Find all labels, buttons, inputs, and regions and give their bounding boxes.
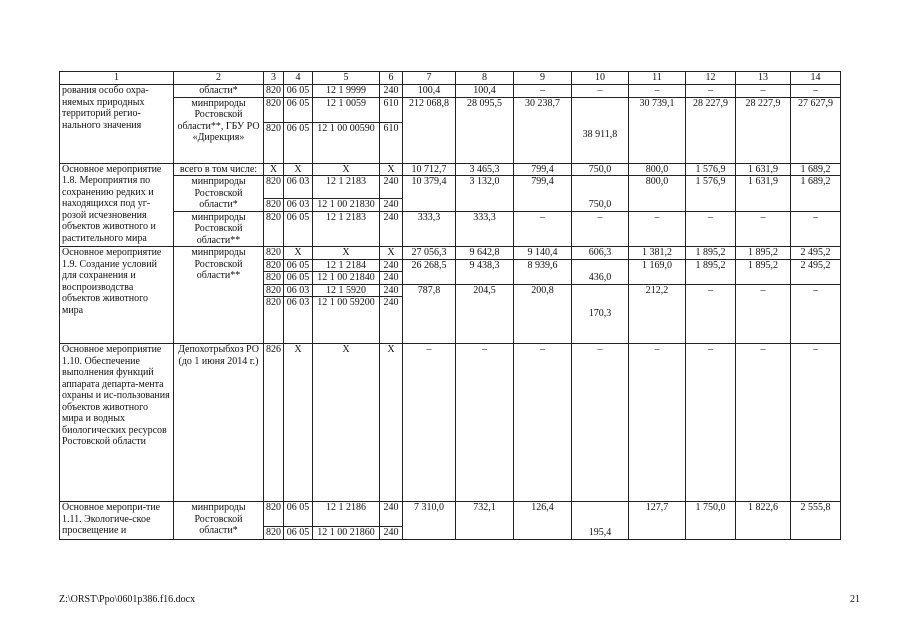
table-cell: 2 495,2 bbox=[791, 259, 841, 284]
table-row bbox=[60, 247, 841, 260]
col-header: 11 bbox=[629, 72, 686, 85]
table-cell: – bbox=[736, 344, 791, 502]
table-cell: 12 1 00 21830 bbox=[313, 198, 380, 211]
table-cell: 240 bbox=[380, 85, 403, 98]
responsible-cell: всего в том числе: bbox=[174, 163, 264, 176]
table-cell: 240 bbox=[380, 259, 403, 272]
file-path: Z:\ORST\Ppo\0601p386.f16.docx bbox=[59, 594, 196, 605]
table-cell: 1 895,2 bbox=[736, 247, 791, 260]
budget-table bbox=[59, 71, 841, 540]
table-cell: – bbox=[514, 344, 572, 502]
table-cell: X bbox=[284, 163, 313, 176]
responsible-cell: минприроды Ростовской области**, ГБУ РО «Дирекция» bbox=[174, 97, 264, 163]
table-cell: 240 bbox=[380, 502, 403, 527]
table-cell: 12 1 0059 bbox=[313, 97, 380, 122]
table-cell: 30 739,1 bbox=[629, 97, 686, 163]
table-cell: 1 895,2 bbox=[736, 259, 791, 284]
col-header: 9 bbox=[514, 72, 572, 85]
col-header: 10 bbox=[572, 72, 629, 85]
table-cell: 820 bbox=[264, 85, 284, 98]
table-cell: – bbox=[514, 211, 572, 247]
table-cell: 100,4 bbox=[403, 85, 456, 98]
table-cell: – bbox=[686, 344, 736, 502]
col-header: 2 bbox=[174, 72, 264, 85]
table-cell: – bbox=[736, 284, 791, 344]
responsible-cell: минприроды Ростовской области* bbox=[174, 502, 264, 540]
table-cell: 240 bbox=[380, 284, 403, 297]
table-cell: 750,0 bbox=[572, 176, 629, 212]
table-cell: – bbox=[791, 344, 841, 502]
table-cell: X bbox=[284, 247, 313, 260]
table-cell: 436,0 bbox=[572, 259, 629, 284]
table-cell: 1 750,0 bbox=[686, 502, 736, 540]
table-cell: 1 381,2 bbox=[629, 247, 686, 260]
table-cell: 240 bbox=[380, 527, 403, 540]
table-cell: – bbox=[736, 211, 791, 247]
table-cell: 800,0 bbox=[629, 163, 686, 176]
table-cell: 12 1 00 21860 bbox=[313, 527, 380, 540]
table-cell: 12 1 2184 bbox=[313, 259, 380, 272]
table-cell: 240 bbox=[380, 272, 403, 285]
table-cell: – bbox=[791, 211, 841, 247]
table-cell: 1 169,0 bbox=[629, 259, 686, 284]
table-row bbox=[60, 502, 841, 527]
table-cell: 195,4 bbox=[572, 502, 629, 540]
table-cell: 06 03 bbox=[284, 176, 313, 199]
table-cell: 26 268,5 bbox=[403, 259, 456, 284]
table-cell: – bbox=[572, 344, 629, 502]
table-cell: 06 03 bbox=[284, 297, 313, 344]
table-cell: 606,3 bbox=[572, 247, 629, 260]
table-cell: 732,1 bbox=[456, 502, 514, 540]
table-cell: 06 05 bbox=[284, 97, 313, 122]
measure-name: Основное меропри-тие 1.11. Экологиче-ское просвещение и bbox=[60, 502, 174, 540]
table-cell: 06 05 bbox=[284, 272, 313, 285]
header-row bbox=[60, 72, 841, 85]
responsible-cell: области* bbox=[174, 85, 264, 98]
table-cell: 1 895,2 bbox=[686, 247, 736, 260]
table-cell: 820 bbox=[264, 97, 284, 122]
table-cell: 3 465,3 bbox=[456, 163, 514, 176]
col-header: 6 bbox=[380, 72, 403, 85]
table-cell: – bbox=[629, 344, 686, 502]
table-cell: 820 bbox=[264, 259, 284, 272]
table-cell: 7 310,0 bbox=[403, 502, 456, 540]
table-row bbox=[60, 344, 841, 502]
table-cell: 212 068,8 bbox=[403, 97, 456, 163]
table-cell: – bbox=[791, 284, 841, 344]
table-cell: – bbox=[791, 85, 841, 98]
table-cell: 820 bbox=[264, 502, 284, 527]
col-header: 4 bbox=[284, 72, 313, 85]
table-cell: – bbox=[629, 85, 686, 98]
table-cell: – bbox=[514, 85, 572, 98]
table-cell: 12 1 00 21840 bbox=[313, 272, 380, 285]
table-row bbox=[60, 176, 841, 199]
table-cell: – bbox=[686, 284, 736, 344]
table-cell: X bbox=[380, 247, 403, 260]
col-header: 7 bbox=[403, 72, 456, 85]
table-cell: 240 bbox=[380, 211, 403, 247]
table-cell: 240 bbox=[380, 297, 403, 344]
responsible-cell: минприроды Ростовской области** bbox=[174, 211, 264, 247]
table-cell: 127,7 bbox=[629, 502, 686, 540]
table-cell: 8 939,6 bbox=[514, 259, 572, 284]
table-cell: – bbox=[456, 344, 514, 502]
table-cell: 38 911,8 bbox=[572, 97, 629, 163]
table-cell: 820 bbox=[264, 198, 284, 211]
measure-name: Основное мероприятие 1.8. Мероприятия по сохранению редких и находящихся под уг-розой исчезновения объектов животного и растительного мира bbox=[60, 163, 174, 247]
table-cell: 9 438,3 bbox=[456, 259, 514, 284]
table-cell: 820 bbox=[264, 247, 284, 260]
table-cell: – bbox=[403, 344, 456, 502]
table-cell: 28 227,9 bbox=[736, 97, 791, 163]
responsible-cell: минприроды Ростовской области** bbox=[174, 247, 264, 344]
table-cell: X bbox=[380, 163, 403, 176]
table-cell: 06 05 bbox=[284, 211, 313, 247]
table-cell: 1 689,2 bbox=[791, 163, 841, 176]
col-header: 12 bbox=[686, 72, 736, 85]
table-cell: 820 bbox=[264, 527, 284, 540]
col-header: 13 bbox=[736, 72, 791, 85]
page-number: 21 bbox=[850, 594, 860, 605]
table-cell: 799,4 bbox=[514, 163, 572, 176]
table-cell: 787,8 bbox=[403, 284, 456, 344]
table-cell: 9 140,4 bbox=[514, 247, 572, 260]
table-cell: 820 bbox=[264, 211, 284, 247]
measure-name: Основное мероприятие 1.10. Обеспечение выполнения функций аппарата департа-мента охраны и ис-пользования объектов животного мира и водных биологических ресурсов Ростовской области bbox=[60, 344, 174, 502]
table-cell: 1 822,6 bbox=[736, 502, 791, 540]
table-cell: 27 056,3 bbox=[403, 247, 456, 260]
table-cell: 28 227,9 bbox=[686, 97, 736, 163]
measure-name: рования особо охра-няемых природных территорий регио-нального значения bbox=[60, 85, 174, 164]
table-cell: 100,4 bbox=[456, 85, 514, 98]
table-cell: – bbox=[572, 211, 629, 247]
table-cell: 2 495,2 bbox=[791, 247, 841, 260]
table-cell: 1 576,9 bbox=[686, 176, 736, 212]
table-cell: 06 03 bbox=[284, 284, 313, 297]
table-row bbox=[60, 211, 841, 247]
table-cell: 1 576,9 bbox=[686, 163, 736, 176]
table-cell: 10 379,4 bbox=[403, 176, 456, 212]
table-cell: X bbox=[284, 344, 313, 502]
measure-name: Основное мероприятие 1.9. Создание условий для сохранения и воспроизводства объектов животного мира bbox=[60, 247, 174, 344]
responsible-cell: Депохотрыбхоз РО (до 1 июня 2014 г.) bbox=[174, 344, 264, 502]
responsible-cell: минприроды Ростовской области* bbox=[174, 176, 264, 212]
table-cell: 12 1 5920 bbox=[313, 284, 380, 297]
table-cell: 820 bbox=[264, 122, 284, 163]
col-header: 14 bbox=[791, 72, 841, 85]
table-cell: 610 bbox=[380, 122, 403, 163]
table-cell: – bbox=[686, 211, 736, 247]
table-cell: 333,3 bbox=[456, 211, 514, 247]
table-cell: 06 03 bbox=[284, 198, 313, 211]
table-cell: 1 631,9 bbox=[736, 176, 791, 212]
table-cell: 820 bbox=[264, 297, 284, 344]
table-cell: 12 1 00 59200 bbox=[313, 297, 380, 344]
table-cell: X bbox=[313, 163, 380, 176]
table-cell: 333,3 bbox=[403, 211, 456, 247]
table-row bbox=[60, 97, 841, 122]
table-cell: 200,8 bbox=[514, 284, 572, 344]
table-cell: 1 689,2 bbox=[791, 176, 841, 212]
table-cell: 12 1 2183 bbox=[313, 211, 380, 247]
table-cell: 9 642,8 bbox=[456, 247, 514, 260]
table-cell: 240 bbox=[380, 176, 403, 199]
table-cell: 12 1 2183 bbox=[313, 176, 380, 199]
table-cell: 12 1 00 00590 bbox=[313, 122, 380, 163]
table-cell: 212,2 bbox=[629, 284, 686, 344]
col-header: 8 bbox=[456, 72, 514, 85]
table-cell: 170,3 bbox=[572, 284, 629, 344]
table-cell: X bbox=[264, 163, 284, 176]
table-cell: 204,5 bbox=[456, 284, 514, 344]
table-cell: X bbox=[313, 247, 380, 260]
table-cell: 06 05 bbox=[284, 259, 313, 272]
table-cell: – bbox=[572, 85, 629, 98]
table-cell: 12 1 2186 bbox=[313, 502, 380, 527]
table-cell: 06 05 bbox=[284, 502, 313, 527]
table-cell: 126,4 bbox=[514, 502, 572, 540]
table-cell: – bbox=[736, 85, 791, 98]
table-cell: 240 bbox=[380, 198, 403, 211]
table-cell: 826 bbox=[264, 344, 284, 502]
table-cell: X bbox=[380, 344, 403, 502]
table-cell: 27 627,9 bbox=[791, 97, 841, 163]
table-cell: 06 05 bbox=[284, 85, 313, 98]
table-cell: – bbox=[629, 211, 686, 247]
table-cell: 750,0 bbox=[572, 163, 629, 176]
table-cell: 610 bbox=[380, 97, 403, 122]
table-cell: 30 238,7 bbox=[514, 97, 572, 163]
table-cell: – bbox=[686, 85, 736, 98]
table-cell: 820 bbox=[264, 176, 284, 199]
table-cell: 799,4 bbox=[514, 176, 572, 212]
table-cell: 820 bbox=[264, 284, 284, 297]
col-header: 5 bbox=[313, 72, 380, 85]
table-cell: 3 132,0 bbox=[456, 176, 514, 212]
table-cell: 12 1 9999 bbox=[313, 85, 380, 98]
table-row bbox=[60, 85, 841, 98]
table-cell: 28 095,5 bbox=[456, 97, 514, 163]
table-cell: 1 631,9 bbox=[736, 163, 791, 176]
table-cell: 2 555,8 bbox=[791, 502, 841, 540]
table-cell: 10 712,7 bbox=[403, 163, 456, 176]
table-cell: 06 05 bbox=[284, 122, 313, 163]
table-cell: 1 895,2 bbox=[686, 259, 736, 284]
table-row bbox=[60, 163, 841, 176]
table-cell: 820 bbox=[264, 272, 284, 285]
col-header: 1 bbox=[60, 72, 174, 85]
table-cell: 800,0 bbox=[629, 176, 686, 212]
col-header: 3 bbox=[264, 72, 284, 85]
table-cell: X bbox=[313, 344, 380, 502]
table-cell: 06 05 bbox=[284, 527, 313, 540]
